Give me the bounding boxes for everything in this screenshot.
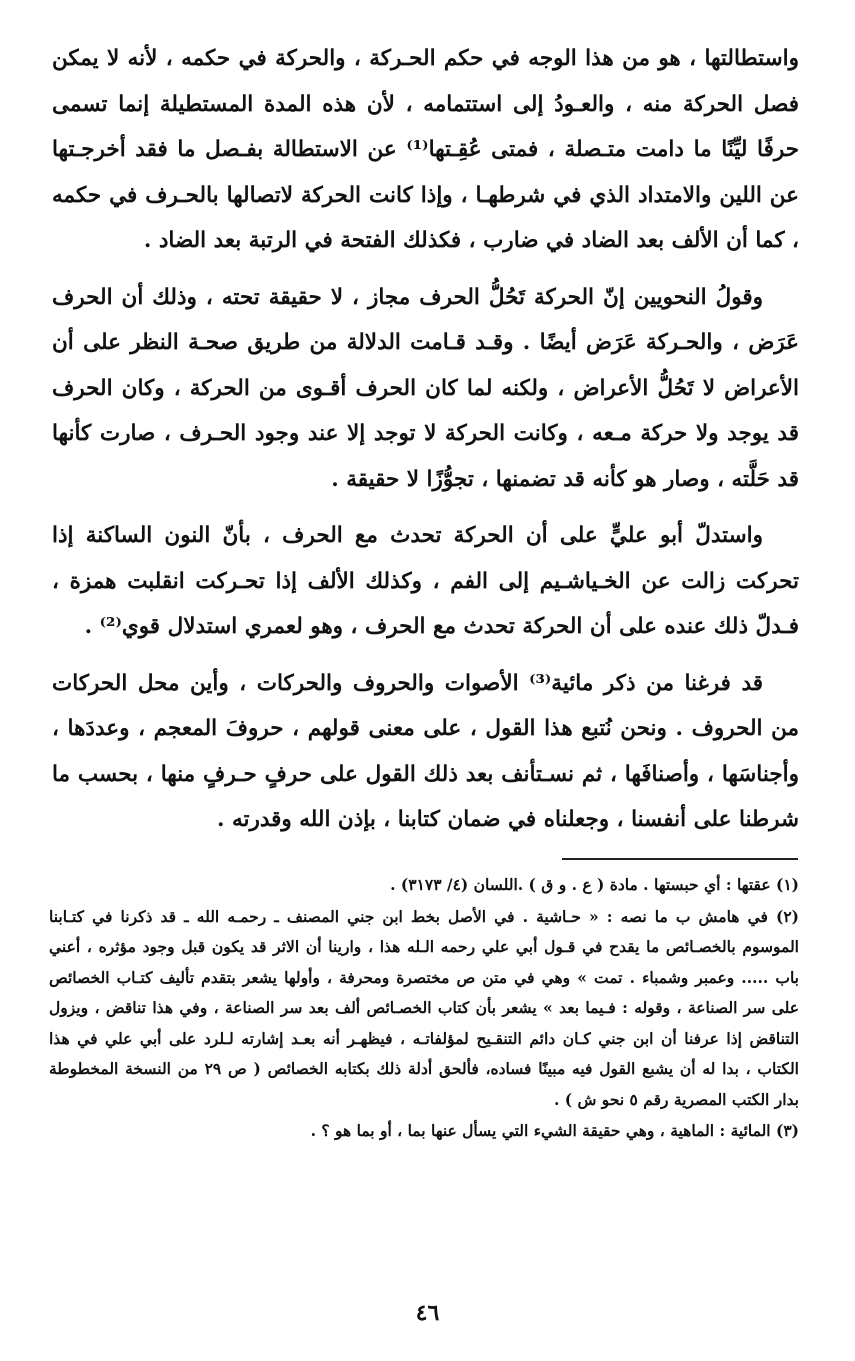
footnotes [49,870,799,1148]
paragraph-2: وقولُ النحويين إنّ الحركة تَحُلُّ الحرف مجاز ، لا حقيقة تحته ، وذلك أن الحرف عَرَض ، والحـركة عَرَض أيضًا . وقـد قـامت الدلالة من طريق صحـة النظر على أن الأعراض لا تَحُلُّ الأعراض ، ولكنه لما كان الحرف أقـوى من الحركة ، وكان الحرف قد يوجد ولا حركة مـعه ، وكانت الحركة لا توجد إلا عند وجود الحـرف ، صارت كأنها قد حَلَّته ، وصار هو كأنه قد تضمنها ، تجوُّزًا لا حقيقة . [52,284,799,492]
paragraph-1: واستطالتها ، هو من هذا الوجه في حكم الحـركة ، والحركة في حكمه ، لأنه لا يمكن فصل الحركة منه ، والعـودُ إلى استتمامه ، لأن هذه المدة المستطيلة إنما تسمى حرفًا ليِّنًا ما دامت متـصلة ، فمتى عُقِـتها⁽¹⁾ عن الاستطالة بفـصل ما فقد أخرجـتها عن اللين والامتداد الذي في شرطهـا ، وإذا كانت الحركة لاتصالها بالحـرف في حكمه ، كما أن الألف بعد الضاد في ضارب ، فكذلك الفتحة في الرتبة بعد الضاد . [52,46,799,253]
page-number: ٤٦ [415,1300,440,1326]
footnote-2: (٢) في هامش ب ما نصه : « حـاشية . في الأصل بخط ابن جني المصنف ـ رحمـه الله ـ قد ذكرنا في كتـابنا الموسوم بالخصـائص ما يقدح في قـول أبي علي رحمه الـله هذا ، وارينا أن الاثر قد يكون قبل وجود مؤثره ، أعني باب ..... وعمبر وشمباء . تمت » وهي في متن ص مختصرة ومحرفة ، وأولها يشعر بتقدم تأليف كتـاب الخصائص على سر الصناعة ، وقوله : فـيما بعد » يشعر بأن كتاب الخصـائص ألف بعد سر الصناعة ، وفي هذا تناقض ، ويزول التناقض إذا عرفنا أن ابن جني كـان دائم التنقـيح لمؤلفاتـه ، فيظهـر أنه بعـد إشارته لـلرد على أبي علي في هذا الكتاب ، بدا له أن يشبع القول فيه مبينًا فساده، فألحق أدلة ذلك بكتابه الخصائص ( ص ٢٩ من النسخة المخطوطة بدار الكتب المصرية رقم ٥ نحو ش ) . [49,906,799,1109]
main-text [52,36,799,843]
footnote-3: (٣) المائية : الماهية ، وهي حقيقة الشيء التي يسأل عنها بما ، أو بما هو ؟ . [310,1121,799,1140]
paragraph-3: واستدلّ أبو عليٍّ على أن الحركة تحدث مع الحرف ، بأنّ النون الساكنة إذا تحركت زالت عن الخـياشـيم إلى الفم ، وكذلك الألف إذا تحـركت انقلبت همزة ، فـدلّ ذلك عنده على أن الحركة تحدث مع الحرف ، وهو لعمري استدلال قوي⁽²⁾ . [52,523,799,639]
footnote-1: (١) عقتها : أي حبستها . مادة ( ع . و ق ) .اللسان (٤/ ٣١٧٣) . [390,875,799,894]
footnote-separator [562,858,798,860]
paragraph-4: قد فرغنا من ذكر مائية⁽³⁾ الأصوات والحروف والحركات ، وأين محل الحركات من الحروف . ونحن نُتبع هذا القول ، على معنى قولهم ، حروفَ المعجم ، وعددَها ، وأجناسَها ، وأصنافَها ، ثم نسـتأنف بعد ذلك القول على حرفٍ حـرفٍ منها ، بحسب ما شرطنا على أنفسنا ، وجعلناه في ضمان كتابنا ، بإذن الله وقدرته . [52,670,799,832]
